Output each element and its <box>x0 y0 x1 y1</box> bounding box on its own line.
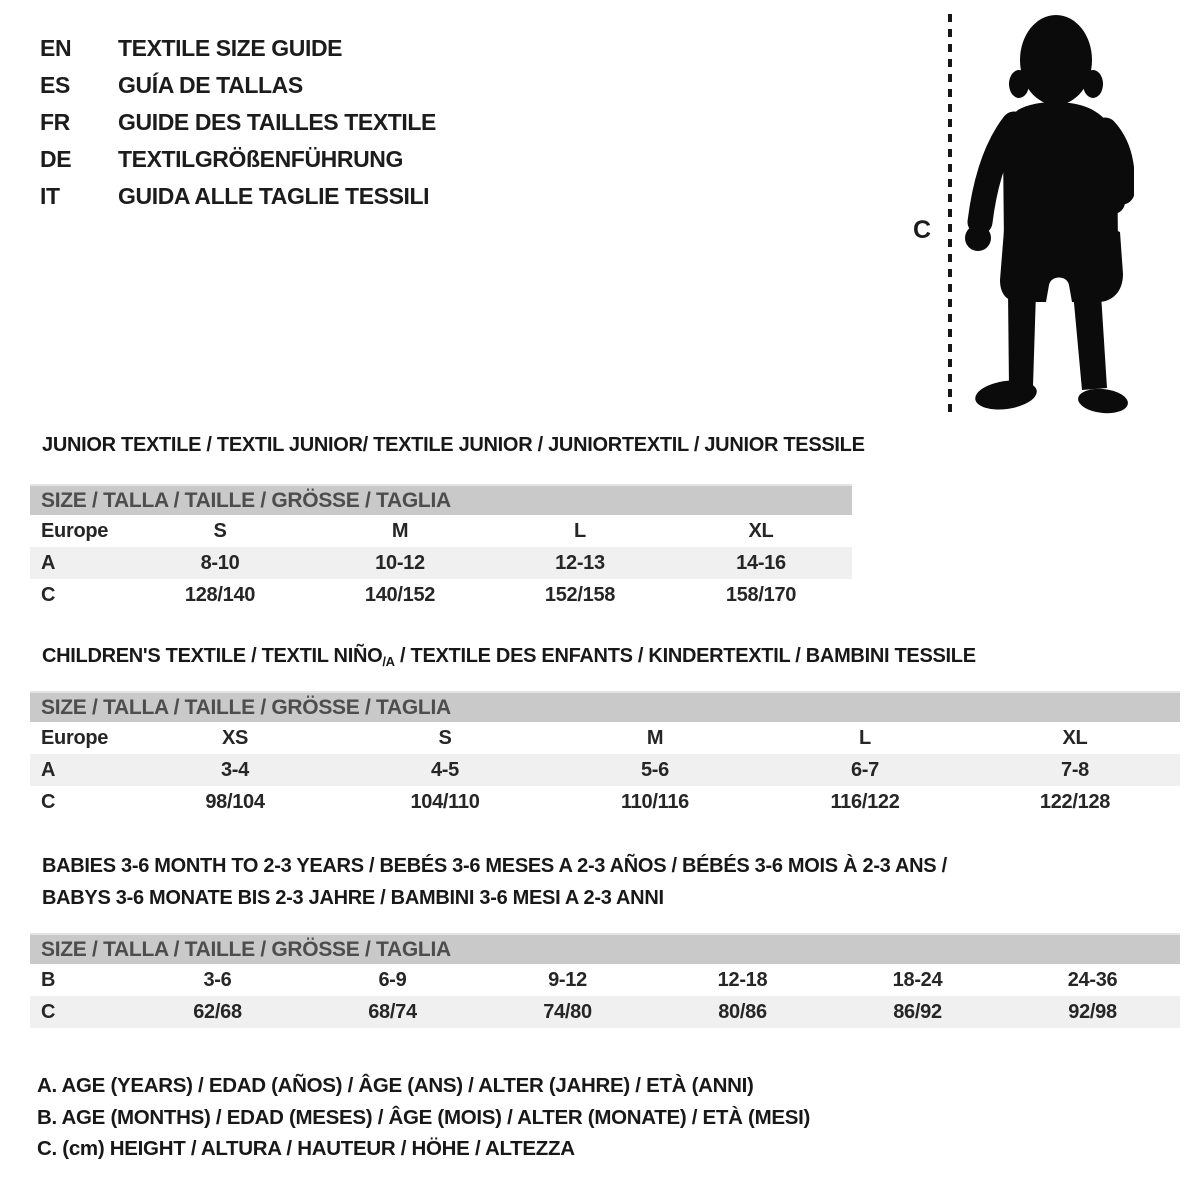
section-title-text: CHILDREN'S TEXTILE / TEXTIL NIÑO <box>42 645 383 667</box>
size-header-bar <box>30 692 1180 722</box>
guide-title: TEXTILE SIZE GUIDE <box>118 35 343 61</box>
table-cell: 18-24 <box>892 968 943 991</box>
legend-line-a: A. AGE (YEARS) / EDAD (AÑOS) / ÂGE (ANS) / ALTER (JAHRE) / ETÀ (ANNI) <box>37 1074 754 1097</box>
babies-size-table <box>30 933 1180 1028</box>
language-code: EN <box>40 35 72 61</box>
size-header-label: SIZE / TALLA / TAILLE / GRÖSSE / TAGLIA <box>30 485 852 515</box>
language-code: FR <box>40 109 70 135</box>
table-cell: 152/158 <box>544 583 616 606</box>
row-label: Europe <box>41 726 109 749</box>
height-measure-dashed-line <box>948 14 952 416</box>
table-cell: 128/140 <box>184 583 256 606</box>
table-row-height <box>30 996 1180 1028</box>
table-cell: 158/170 <box>725 583 797 606</box>
section-title-junior: JUNIOR TEXTILE / TEXTIL JUNIOR/ TEXTILE JUNIOR / JUNIORTEXTIL / JUNIOR TESSILE <box>42 434 865 456</box>
table-cell: 14-16 <box>736 551 786 574</box>
table-cell: 6-9 <box>378 968 407 991</box>
language-row <box>40 141 436 178</box>
size-header-label: SIZE / TALLA / TAILLE / GRÖSSE / TAGLIA <box>30 934 1180 964</box>
row-label: A <box>41 551 56 574</box>
row-label: C <box>41 1000 56 1023</box>
row-label: C <box>41 583 56 606</box>
table-cell: M <box>391 519 409 542</box>
table-cell: 10-12 <box>375 551 425 574</box>
table-cell: 116/122 <box>830 790 900 813</box>
row-label: C <box>41 790 56 813</box>
table-cell: S <box>213 519 227 542</box>
table-cell: 12-13 <box>555 551 605 574</box>
size-header-bar <box>30 934 1180 964</box>
table-row-europe <box>30 722 1180 754</box>
table-cell: 92/98 <box>1068 1000 1117 1023</box>
table-cell: L <box>859 726 871 749</box>
language-row <box>40 178 436 215</box>
table-row-europe <box>30 515 852 547</box>
section-title-babies <box>42 850 947 914</box>
table-row-months <box>30 964 1180 996</box>
table-cell: M <box>646 726 664 749</box>
table-cell: 8-10 <box>200 551 240 574</box>
table-cell: 110/116 <box>621 790 689 813</box>
table-cell: 12-18 <box>717 968 768 991</box>
table-cell: XL <box>1062 726 1088 749</box>
height-measure-label: C <box>913 216 931 244</box>
row-label: B <box>41 968 56 991</box>
row-label: Europe <box>41 519 109 542</box>
legend-line-c: C. (cm) HEIGHT / ALTURA / HAUTEUR / HÖHE / ALTEZZA <box>37 1137 575 1160</box>
language-row <box>40 67 436 104</box>
toddler-silhouette-icon <box>956 12 1134 420</box>
section-title-line: BABIES 3-6 MONTH TO 2-3 YEARS / BEBÉS 3-6 MESES A 2-3 AÑOS / BÉBÉS 3-6 MOIS À 2-3 ANS / <box>42 855 947 877</box>
table-cell: 80/86 <box>718 1000 767 1023</box>
table-cell: 5-6 <box>640 758 669 781</box>
table-cell: 6-7 <box>850 758 879 781</box>
legend-line-b: B. AGE (MONTHS) / EDAD (MESES) / ÂGE (MOIS) / ALTER (MONATE) / ETÀ (MESI) <box>37 1105 811 1129</box>
table-cell: S <box>438 726 452 749</box>
table-cell: 140/152 <box>364 583 436 606</box>
language-code: ES <box>40 72 70 98</box>
guide-title: GUIDA ALLE TAGLIE TESSILI <box>118 183 430 209</box>
table-cell: 68/74 <box>368 1000 417 1023</box>
table-cell: XS <box>221 726 249 749</box>
size-header-bar <box>30 485 852 515</box>
row-label: A <box>41 758 56 781</box>
guide-title: GUÍA DE TALLAS <box>118 72 303 98</box>
table-cell: 9-12 <box>548 968 587 991</box>
guide-title: GUIDE DES TAILLES TEXTILE <box>118 109 436 135</box>
table-cell: 122/128 <box>1039 790 1111 813</box>
table-cell: XL <box>748 519 774 542</box>
table-cell: 7-8 <box>1061 758 1090 781</box>
table-row-height <box>30 786 1180 818</box>
language-row <box>40 30 436 67</box>
table-cell: L <box>574 519 586 542</box>
table-cell: 98/104 <box>205 790 265 813</box>
table-cell: 62/68 <box>193 1000 242 1023</box>
table-row-age <box>30 547 852 579</box>
table-cell: 104/110 <box>410 790 480 813</box>
language-title-list <box>40 30 436 215</box>
section-title-line: BABYS 3-6 MONATE BIS 2-3 JAHRE / BAMBINI 3-6 MESI A 2-3 ANNI <box>42 887 664 909</box>
children-size-table <box>30 691 1180 818</box>
language-code: IT <box>40 183 60 209</box>
section-title-subscript: /A <box>382 654 395 669</box>
table-cell: 4-5 <box>430 758 459 781</box>
size-header-label: SIZE / TALLA / TAILLE / GRÖSSE / TAGLIA <box>30 692 1180 722</box>
table-cell: 24-36 <box>1067 968 1118 991</box>
table-cell: 3-6 <box>203 968 232 991</box>
junior-size-table <box>30 484 852 611</box>
section-title-text: / TEXTILE DES ENFANTS / KINDERTEXTIL / BAMBINI TESSILE <box>394 645 976 667</box>
language-code: DE <box>40 146 72 172</box>
measure-legend <box>37 1070 810 1165</box>
table-cell: 3-4 <box>220 758 249 781</box>
table-cell: 74/80 <box>543 1000 592 1023</box>
table-row-height <box>30 579 852 611</box>
language-row <box>40 104 436 141</box>
section-title-children <box>42 645 976 669</box>
guide-title: TEXTILGRÖßENFÜHRUNG <box>118 146 403 172</box>
table-row-age <box>30 754 1180 786</box>
table-cell: 86/92 <box>893 1000 942 1023</box>
